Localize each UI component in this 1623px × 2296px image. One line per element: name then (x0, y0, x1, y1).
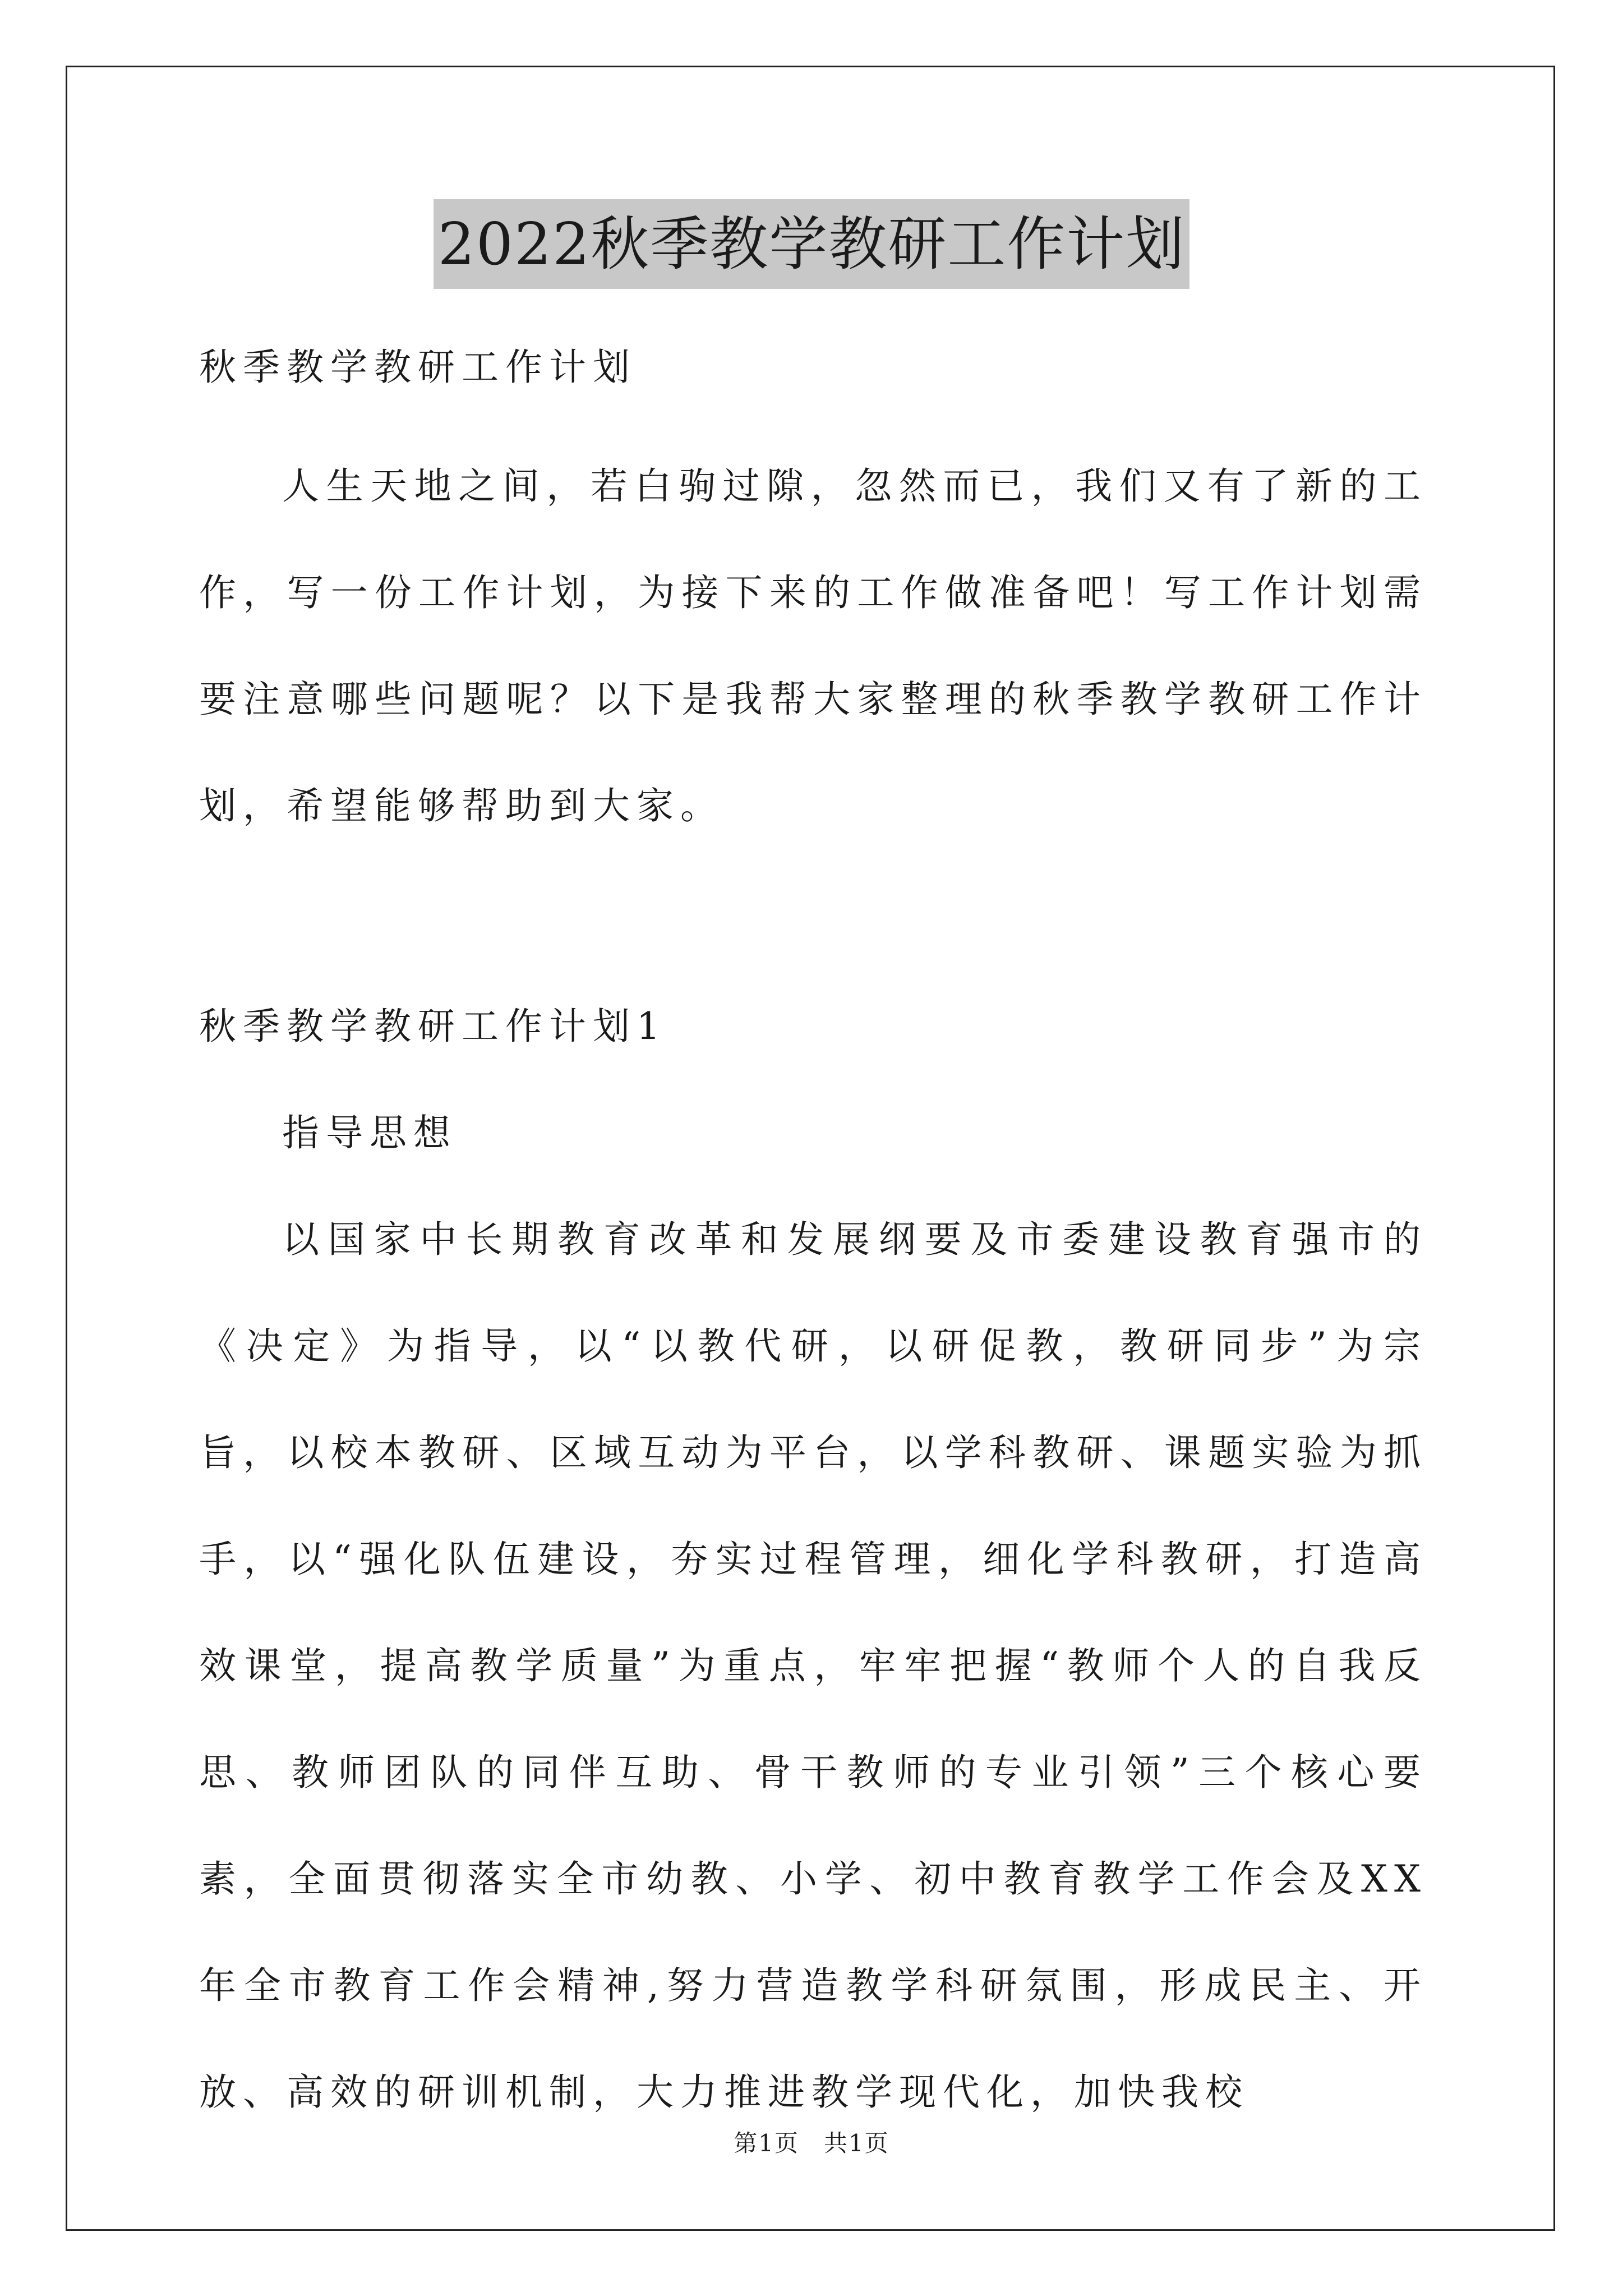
document-subtitle: 秋季教学教研工作计划 (199, 346, 637, 389)
page-footer: 第1页 共1页 (734, 2129, 889, 2157)
document-title-wrapper (0, 199, 1623, 306)
body-paragraph: 以国家中长期教育改革和发展纲要及市委建设教育强市的《决定》为指导，以“以教代研，以研促教，教研同步”为宗旨，以校本教研、区域互动为平台，以学科教研、课题实验为抓手，以“强化队伍建设，夯实过程管理，细化学科教研，打造高效课堂，提高教学质量”为重点，牢牢把握“教师个人的自我反思、教师团队的同伴互助、骨干教师的专业引领”三个核心要素，全面贯彻落实全市幼教、小学、初中教育教学工作会及XX年全市教育工作会精神,努力营造教学科研氛围，形成民主、开放、高效的研训机制，大力推进教学现代化，加快我校 (199, 1218, 1427, 2114)
body-block (199, 1186, 1427, 2146)
document-title: 2022秋季教学教研工作计划 (434, 199, 1190, 289)
intro-paragraph: 人生天地之间，若白驹过隙，忽然而已，我们又有了新的工作，写一份工作计划，为接下来的工作做准备吧！写工作计划需要注意哪些问题呢？以下是我帮大家整理的秋季教学教研工作计划，希望能够帮助到大家。 (199, 464, 1427, 827)
intro-block (199, 433, 1427, 859)
section-title: 秋季教学教研工作计划1 (199, 1005, 667, 1048)
subsection-title: 指导思想 (282, 1111, 457, 1154)
